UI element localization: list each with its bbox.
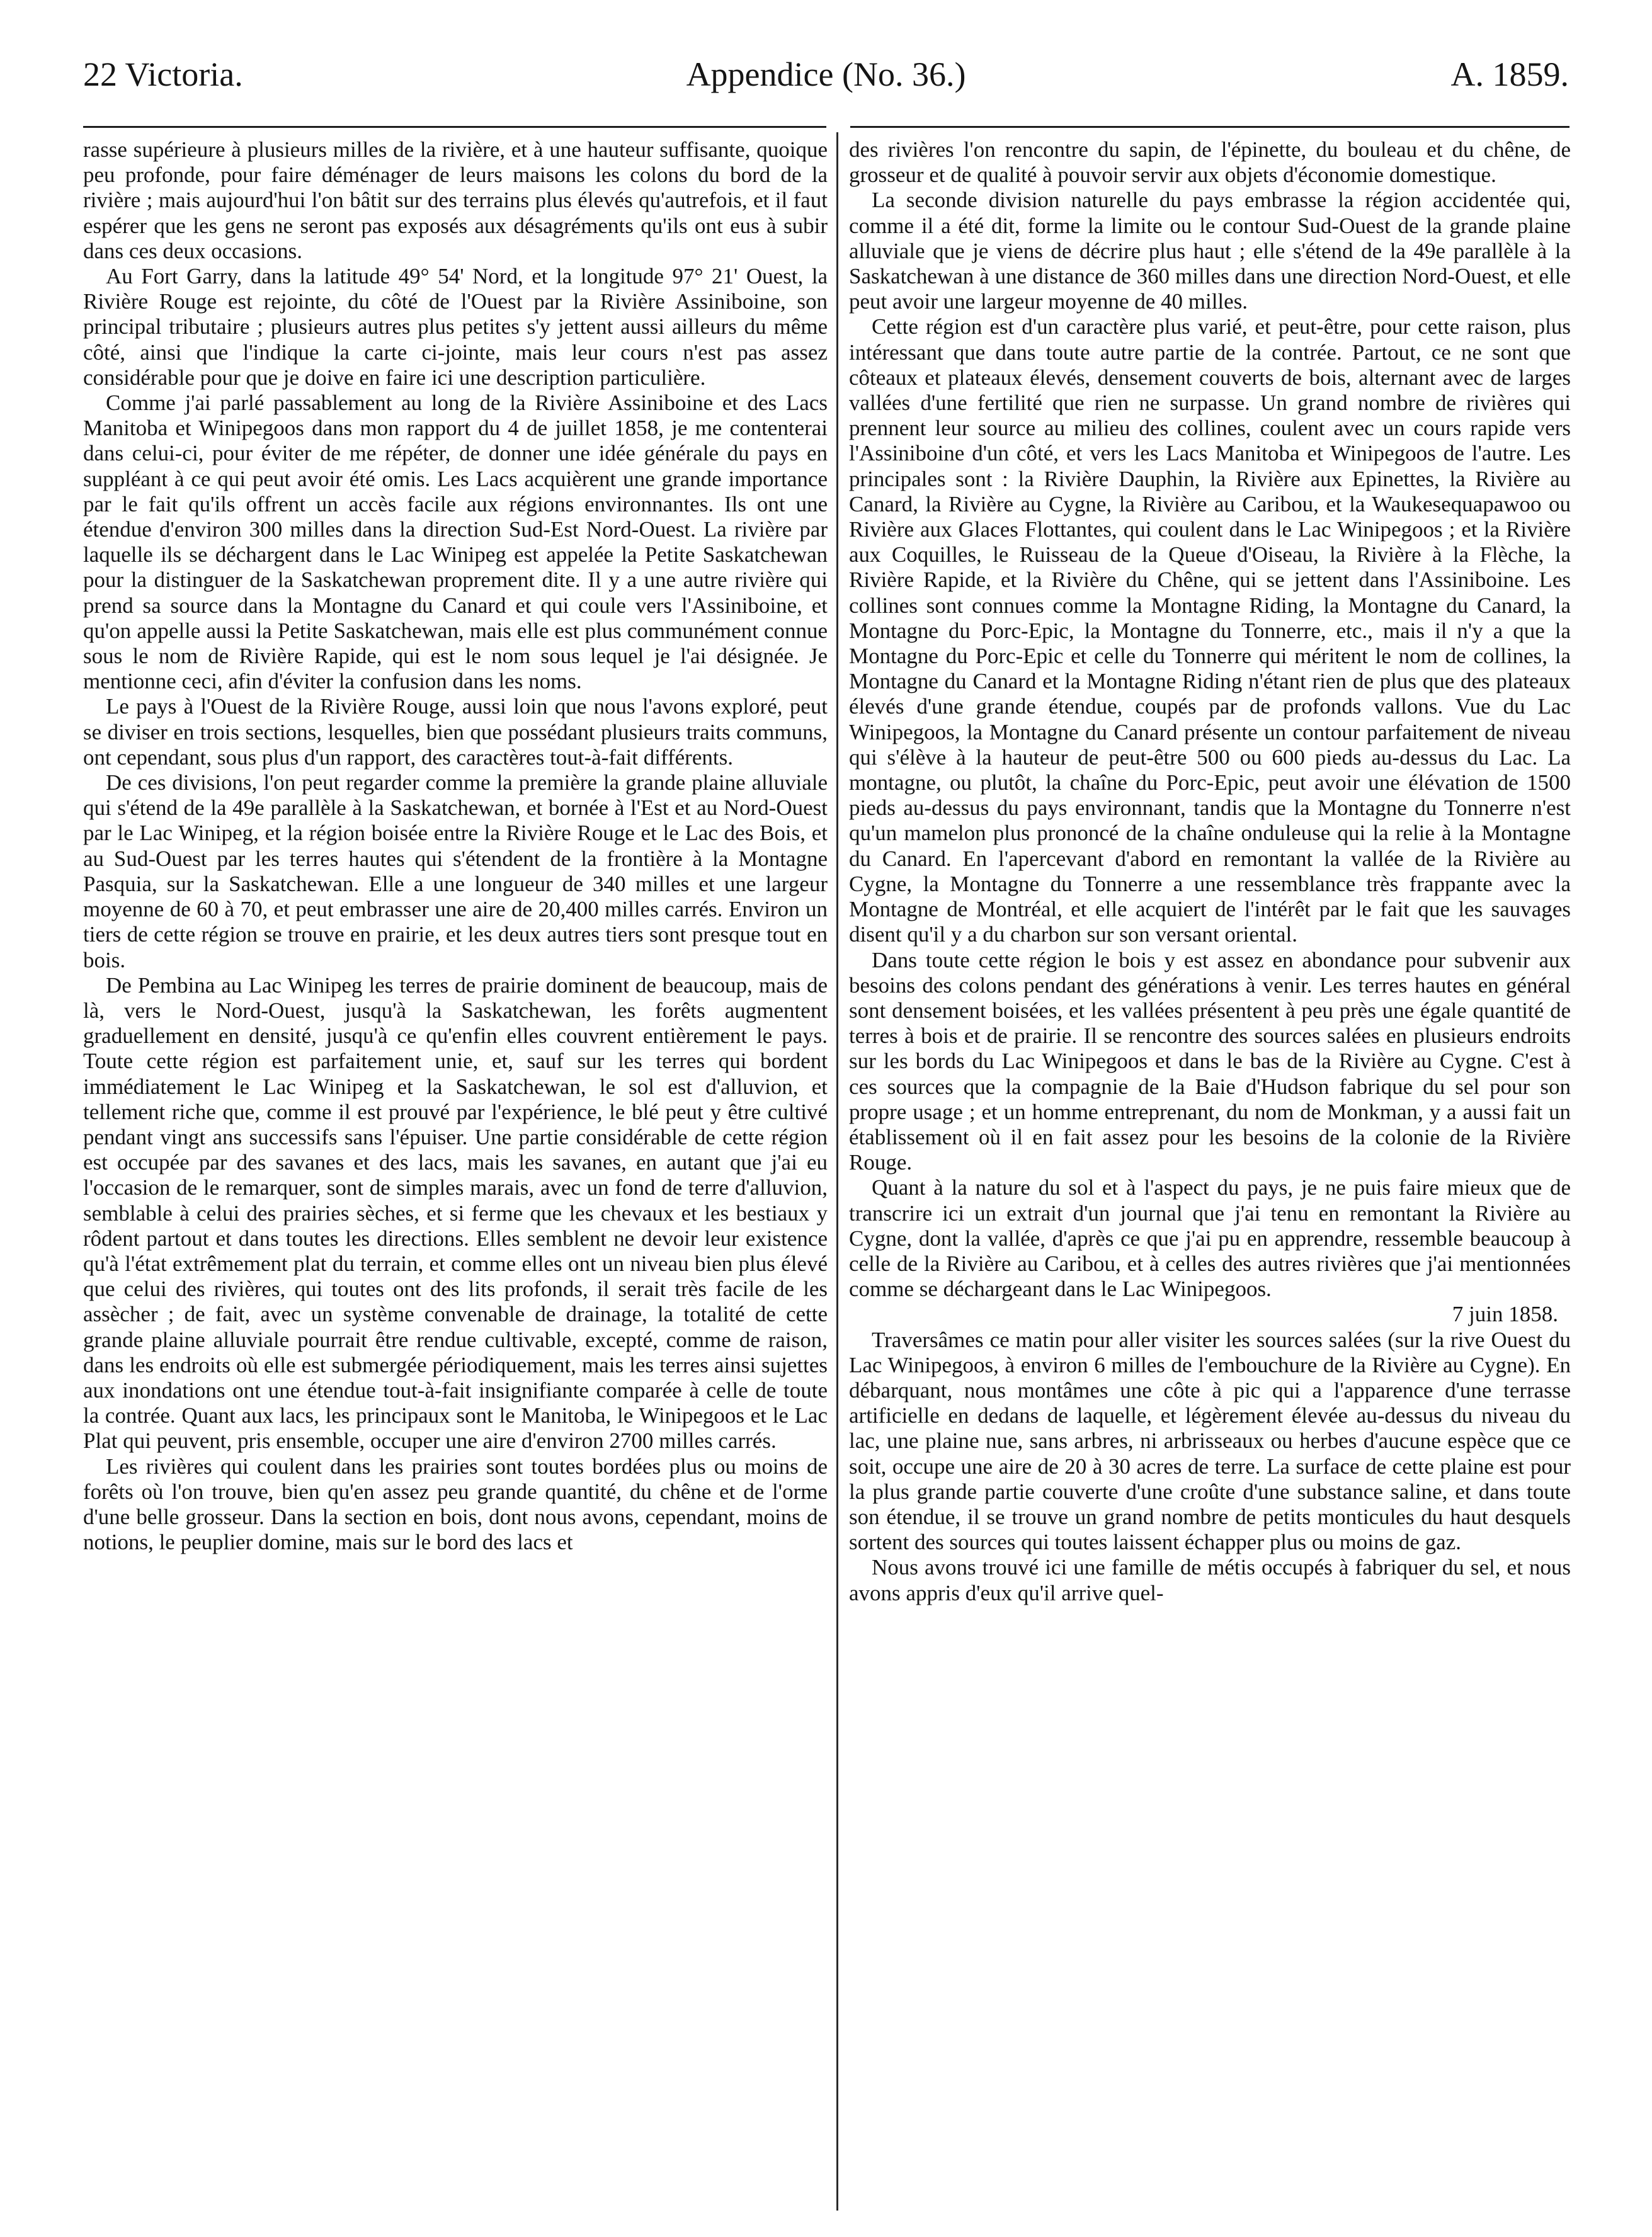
paragraph: De Pembina au Lac Winipeg les terres de prairie dominent de beaucoup, mais de là, vers le Nord-Ouest, jusqu'à la Saskatchewan, les forêts augmentent graduellement en densité, jusqu'à ce qu'enfin elles couvrent entièrement le pays. Toute cette région est parfaitement unie, et, sauf sur les terres qui bordent immédiatement le Lac Winipeg et la Saskatchewan, le sol est d'alluvion, et tellement riche que, comme il est prouvé par l'expérience, le blé peut y être cultivé pendant vingt ans successifs sans l'épuiser. Une partie considérable de cette région est occupée par des savanes et des lacs, mais les savanes, en autant que j'ai eu l'occasion de le remarquer, sont de simples marais, avec un fond de terre d'alluvion, semblable à celui des prairies sèches, et si ferme que les chevaux et les bestiaux y rôdent partout et dans toutes les directions. Elles semblent ne devoir leur existence qu'à l'état extrêmement plat du terrain, et comme elles ont un niveau bien plus élevé que celui des rivières, qui toutes ont des lits profonds, il serait très facile de les assècher ; de fait, avec un système convenable de drainage, la totalité de cette grande plaine alluviale pourrait être rendue cultivable, excepté, comme de raison, dans les endroits où elle est submergée périodiquement, mais les terres ainsi sujettes aux inondations ont une étendue tout-à-fait insignifiante comparée à celle de toute la contrée. Quant aux lacs, les principaux sont le Manitoba, le Winipegoos et le Lac Plat qui peuvent, pris ensemble, occuper une aire d'environ 2700 milles carrés. <box>83 972 828 1454</box>
paragraph: De ces divisions, l'on peut regarder comme la première la grande plaine alluviale qui s'étend de la 49e parallèle à la Saskatchewan, et bornée à l'Est et au Nord-Ouest par le Lac Winipeg, et la région boisée entre la Rivière Rouge et le Lac des Bois, et au Sud-Ouest par les terres hautes qui s'étendent de la frontière à la Montagne Pasquia, sur la Saskatchewan. Elle a une longueur de 340 milles et une largeur moyenne de 60 à 70, et peut embrasser une aire de 20,400 milles carrés. Environ un tiers de cette région se trouve en prairie, et les deux autres tiers sont presque tout en bois. <box>83 770 828 972</box>
header-rule-left <box>83 126 826 128</box>
paragraph: Comme j'ai parlé passablement au long de la Rivière Assiniboine et des Lacs Manitoba et Winipegoos dans mon rapport du 4 de juillet 1858, je me contenterai dans celui-ci, pour éviter de me répéter, de donner une idée générale du pays en suppléant à ce qui peut avoir été omis. Les Lacs acquièrent une grande importance par le fait qu'ils offrent un accès facile aux régions environnantes. Ils ont une étendue d'environ 300 milles dans la direction Sud-Est Nord-Ouest. La rivière par laquelle ils se déchargent dans le Lac Winipeg est appelée la Petite Saskatchewan pour la distinguer de la Saskatchewan proprement dite. Il y a une autre rivière qui prend sa source dans la Montagne du Canard et qui coule vers l'Assiniboine, et qu'on appelle aussi la Petite Saskatchewan, mais elle est plus communément connue sous le nom de Rivière Rapide, qui est le nom sous lequel je l'ai désignée. Je mentionne ceci, afin d'éviter la confusion dans les noms. <box>83 390 828 694</box>
paragraph: La seconde division naturelle du pays embrasse la région accidentée qui, comme il a été dit, forme la limite ou le contour Sud-Ouest de la grande plaine alluviale que je viens de décrire plus haut ; elle s'étend de la 49e parallèle à la Saskatchewan à une distance de 360 milles dans une direction Nord-Ouest, et elle peut avoir une largeur moyenne de 40 milles. <box>849 188 1571 314</box>
column-divider <box>836 132 838 2211</box>
left-column <box>83 137 828 2216</box>
paragraph: Cette région est d'un caractère plus varié, et peut-être, pour cette raison, plus intéressant que dans toute autre partie de la contrée. Partout, ce ne sont que côteaux et plateaux élevés, densement couverts de bois, alternant avec de larges vallées d'une fertilité que rien ne surpasse. Un grand nombre de rivières qui prennent leur source au milieu des collines, coulent avec un cours rapide vers l'Assiniboine d'un côté, et vers les Lacs Manitoba et Winipegoos de l'autre. Les principales sont : la Rivière Dauphin, la Rivière aux Epinettes, la Rivière au Canard, la Rivière au Cygne, la Rivière au Caribou, et la Waukesequapawoo ou Rivière aux Glaces Flottantes, qui coulent dans le Lac Winipegoos ; et la Rivière aux Coquilles, le Ruisseau de la Queue d'Oiseau, la Rivière à la Flèche, la Rivière Rapide, et la Rivière du Chêne, qui se jettent dans l'Assiniboine. Les collines sont connues comme la Montagne Riding, la Montagne du Canard, la Montagne du Porc-Epic, la Montagne du Tonnerre, etc., mais il n'y a que la Montagne du Porc-Epic et celle du Tonnerre qui méritent le nom de collines, la Montagne du Canard et la Montagne Riding n'étant rien de plus que des plateaux élevés d'une grande étendue, coupés par de profonds vallons. Vue du Lac Winipegoos, la Montagne du Canard présente un contour parfaitement de niveau qui s'élève à la hauteur de peut-être 500 ou 600 pieds au-dessus du Lac. La montagne, ou plutôt, la chaîne du Porc-Epic, peut avoir une élévation de 1500 pieds au-dessus du pays environnant, tandis que la Montagne du Tonnerre n'est qu'un mamelon plus prononcé de la chaîne onduleuse qui la relie à la Montagne du Canard. En l'apercevant d'abord en remontant la vallée de la Rivière au Cygne, la Montagne du Tonnerre a une ressemblance très frappante avec la Montagne de Montréal, et elle acquiert de l'intérêt par le fait que les sauvages disent qu'il y a du charbon sur son versant oriental. <box>849 314 1571 947</box>
running-header <box>83 49 1569 100</box>
journal-paragraph: Nous avons trouvé ici une famille de métis occupés à fabriquer du sel, et nous avons appris d'eux qu'il arrive quel- <box>849 1555 1571 1605</box>
header-appendix: Appendice (No. 36.) <box>686 55 966 93</box>
right-column <box>849 137 1571 2216</box>
journal-date: 7 juin 1858. <box>1452 1302 1558 1327</box>
journal-paragraph: Traversâmes ce matin pour aller visiter les sources salées (sur la rive Ouest du Lac Winipegoos, à environ 6 milles de l'embouchure de la Rivière au Cygne). En débarquant, nous montâmes une côte à pic qui a l'apparence d'une terrasse artificielle en dedans de laquelle, et légèrement élevée au-dessus du niveau du lac, une plaine nue, sans arbres, ni arbrisseaux ou herbes d'aucune espèce que ce soit, occupe une aire de 20 à 30 acres de terre. La surface de cette plaine est pour la plus grande partie couverte d'une croûte d'une substance saline, et dans toute son étendue, il se trouve un grand nombre de petits monticules du haut desquels sortent des sources qui toutes laissent échapper plus ou moins de gaz. <box>849 1327 1571 1555</box>
paragraph: Quant à la nature du sol et à l'aspect du pays, je ne puis faire mieux que de transcrire ici un extrait d'un journal que j'ai tenu en remontant la Rivière au Cygne, dont la vallée, d'après ce que j'ai pu en apprendre, ressemble beaucoup à celle de la Rivière au Caribou, et à celles des autres rivières que j'ai mentionnées comme se déchargeant dans le Lac Winipegoos. <box>849 1175 1571 1302</box>
paragraph: Au Fort Garry, dans la latitude 49° 54' Nord, et la longitude 97° 21' Ouest, la Rivière Rouge est rejointe, du côté de l'Ouest par la Rivière Assiniboine, son principal tributaire ; plusieurs autres plus petites s'y jettent aussi ailleurs du même côté, ainsi que l'indique la carte ci-jointe, mais leur cours n'est pas assez considérable pour que je doive en faire ici une description particulière. <box>83 264 828 390</box>
paragraph: Dans toute cette région le bois y est assez en abondance pour subvenir aux besoins des colons pendant des générations à venir. Les terres hautes en général sont densement boisées, et les vallées présentent à peu près une égale quantité de terres à bois et de prairie. Il se rencontre des sources salées en plusieurs endroits sur les bords du Lac Winipegoos et dans le bas de la Rivière au Cygne. C'est à ces sources que la compagnie de la Baie d'Hudson fabrique du sel pour son propre usage ; et un homme entreprenant, du nom de Monkman, y a aussi fait un établissement où il en fait assez pour les besoins de la colonie de la Rivière Rouge. <box>849 947 1571 1175</box>
header-year: A. 1859. <box>1450 55 1569 93</box>
paragraph: rasse supérieure à plusieurs milles de la rivière, et à une hauteur suffisante, quoique peu profonde, pour faire déménager de leurs maisons les colons du bord de la rivière ; mais aujourd'hui l'on bâtit sur des terrains plus élevés qu'autrefois, et il faut espérer que les gens ne seront pas exposés aux désagréments qu'ils ont eus à subir dans ces deux occasions. <box>83 137 828 263</box>
header-rule-right <box>850 126 1569 128</box>
paragraph: des rivières l'on rencontre du sapin, de l'épinette, du bouleau et du chêne, de grosseur et de qualité à pouvoir servir aux objets d'économie domestique. <box>849 137 1571 188</box>
header-session: 22 Victoria. <box>83 55 243 93</box>
paragraph: Le pays à l'Ouest de la Rivière Rouge, aussi loin que nous l'avons exploré, peut se diviser en trois sections, lesquelles, bien que possédant plusieurs traits communs, ont cependant, sous plus d'un rapport, des caractères tout-à-fait différents. <box>83 694 828 770</box>
paragraph: Les rivières qui coulent dans les prairies sont toutes bordées plus ou moins de forêts où l'on trouve, bien qu'en assez peu grande quantité, du chêne et de l'orme d'une belle grosseur. Dans la section en bois, dont nous avons, cependant, moins de notions, le peuplier domine, mais sur le bord des lacs et <box>83 1454 828 1555</box>
